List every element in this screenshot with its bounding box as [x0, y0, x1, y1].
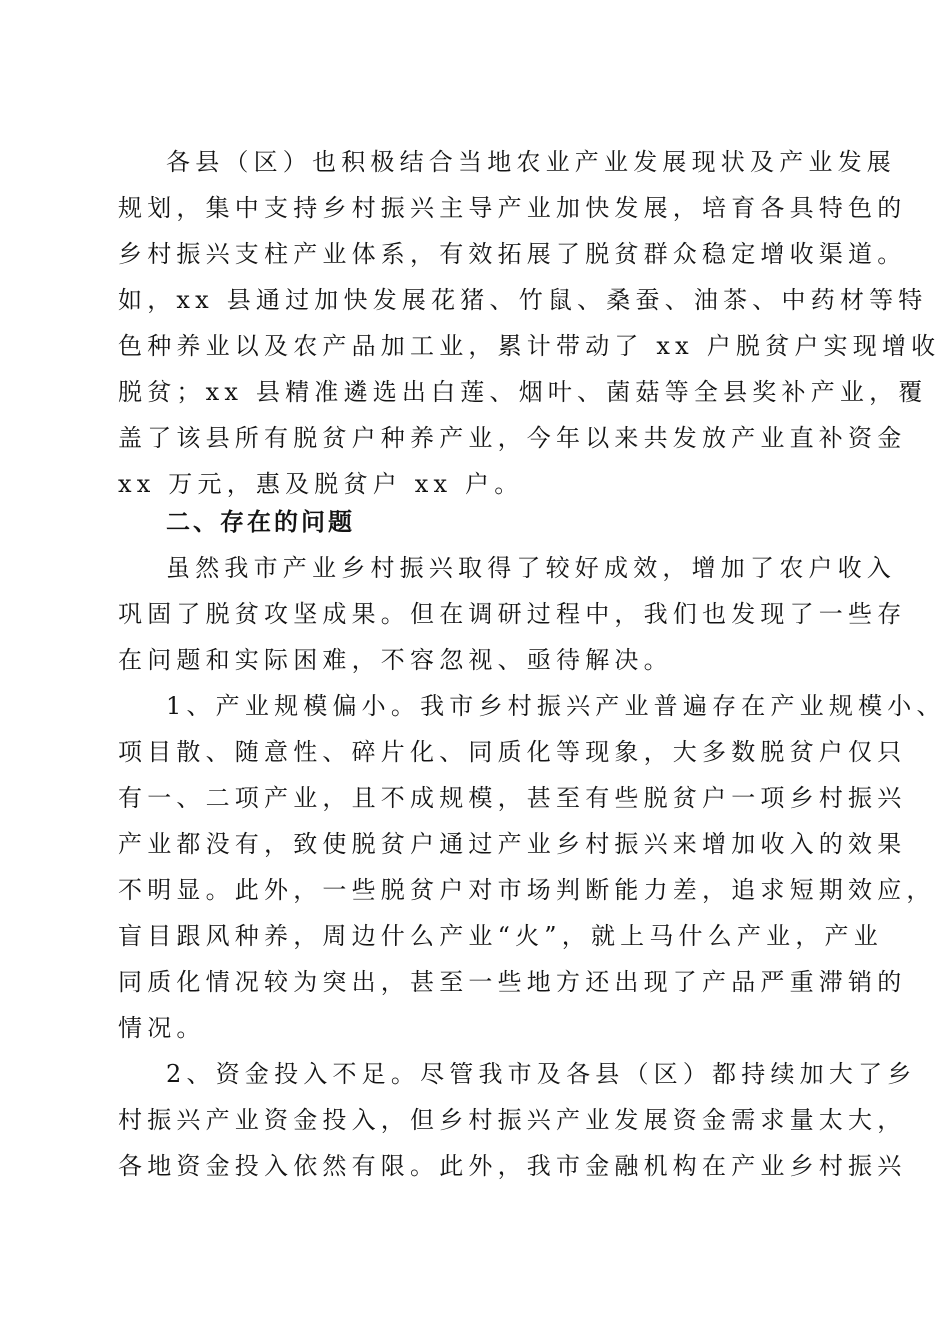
- paragraph-line: 1、产业规模偏小。我市乡村振兴产业普遍存在产业规模小、: [166, 692, 946, 720]
- paragraph-line: 脱贫；xx 县精准遴选出白莲、烟叶、菌菇等全县奖补产业，覆: [118, 378, 928, 406]
- paragraph-line: 在问题和实际困难，不容忽视、亟待解决。: [118, 646, 673, 674]
- paragraph-line: 各县（区）也积极结合当地农业产业发展现状及产业发展: [166, 148, 896, 176]
- paragraph-line: 不明显。此外，一些脱贫户对市场判断能力差，追求短期效应，: [118, 876, 936, 904]
- paragraph-line: 盲目跟风种养，周边什么产业“火”，就上马什么产业，产业: [118, 922, 883, 950]
- paragraph-line: 如，xx 县通过加快发展花猪、竹鼠、桑蚕、油茶、中药材等特: [118, 286, 928, 314]
- paragraph-line: 村振兴产业资金投入，但乡村振兴产业发展资金需求量太大，: [118, 1106, 907, 1134]
- paragraph-line: 产业都没有，致使脱贫户通过产业乡村振兴来增加收入的效果: [118, 830, 907, 858]
- paragraph-line: xx 万元，惠及脱贫户 xx 户。: [118, 470, 524, 498]
- paragraph-line: 乡村振兴支柱产业体系，有效拓展了脱贫群众稳定增收渠道。: [118, 240, 907, 268]
- paragraph-line: 2、资金投入不足。尽管我市及各县（区）都持续加大了乡: [166, 1060, 917, 1088]
- paragraph-line: 规划，集中支持乡村振兴主导产业加快发展，培育各具特色的: [118, 194, 907, 222]
- paragraph-line: 色种养业以及农产品加工业，累计带动了 xx 户脱贫户实现增收: [118, 332, 941, 360]
- paragraph-line: 同质化情况较为突出，甚至一些地方还出现了产品严重滞销的: [118, 968, 907, 996]
- paragraph-line: 巩固了脱贫攻坚成果。但在调研过程中，我们也发现了一些存: [118, 600, 907, 628]
- paragraph-line: 情况。: [118, 1014, 206, 1042]
- paragraph-line: 虽然我市产业乡村振兴取得了较好成效，增加了农户收入: [166, 554, 896, 582]
- section-heading: 二、存在的问题: [166, 508, 355, 536]
- paragraph-line: 各地资金投入依然有限。此外，我市金融机构在产业乡村振兴: [118, 1152, 907, 1180]
- paragraph-line: 项目散、随意性、碎片化、同质化等现象，大多数脱贫户仅只: [118, 738, 907, 766]
- paragraph-line: 盖了该县所有脱贫户种养产业，今年以来共发放产业直补资金: [118, 424, 907, 452]
- paragraph-line: 有一、二项产业，且不成规模，甚至有些脱贫户一项乡村振兴: [118, 784, 907, 812]
